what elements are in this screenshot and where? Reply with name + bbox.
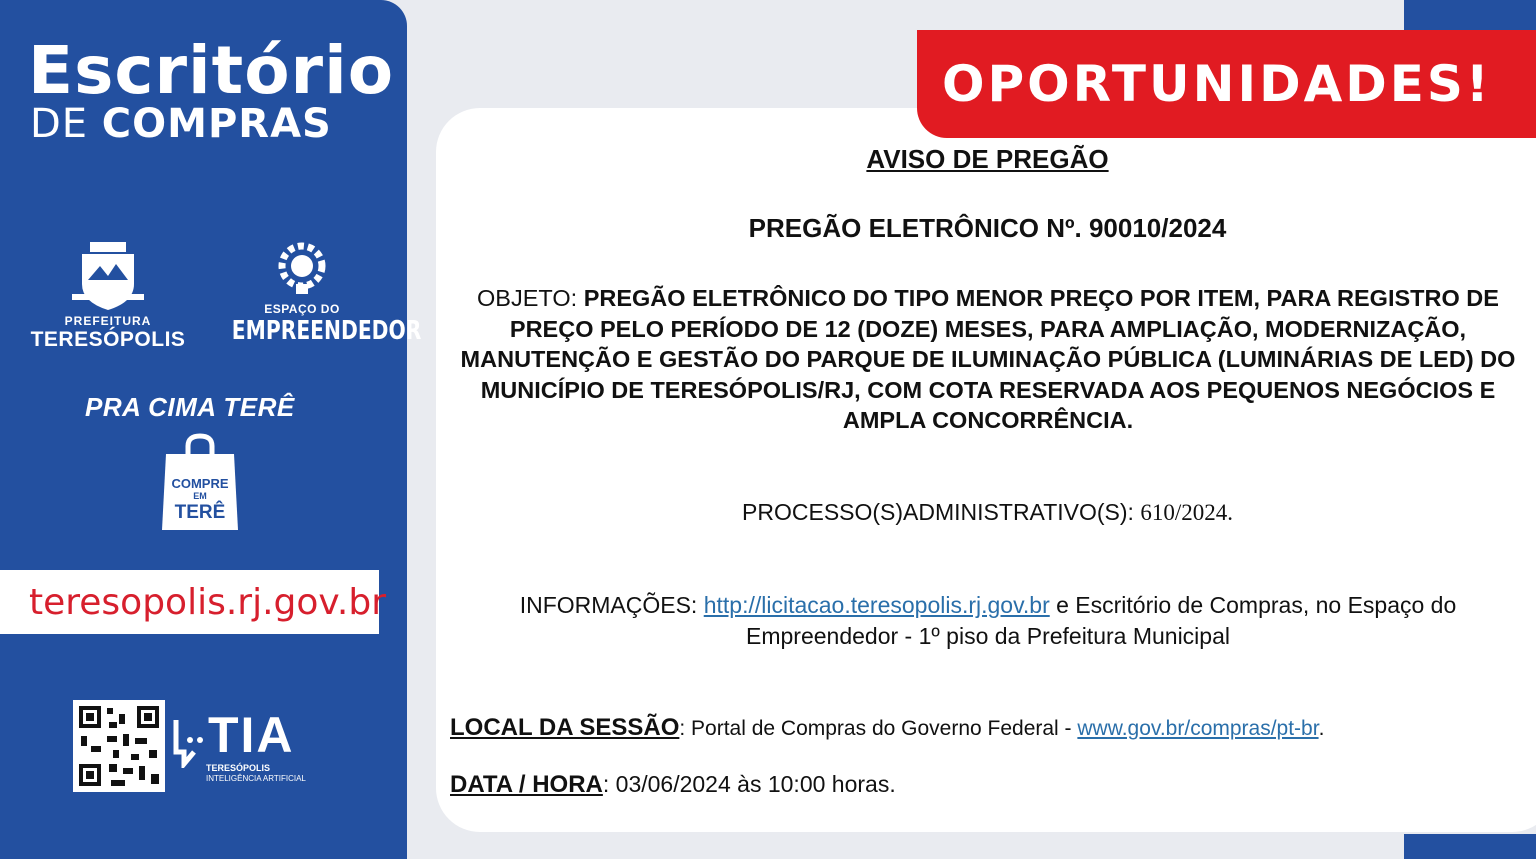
objeto-label: OBJETO:	[477, 285, 584, 311]
qr-code-icon	[73, 700, 165, 792]
espaco-label: ESPAÇO DO	[264, 302, 340, 316]
chat-bubble-icon	[172, 712, 208, 768]
corner-accent-bottom	[1404, 834, 1536, 859]
local-label: LOCAL DA SESSÃO	[450, 714, 680, 741]
info-rest: e Escritório de Compras, no Espaço do Empreendedor - 1º piso da Prefeitura Municipal	[746, 592, 1457, 649]
prefeitura-label: PREFEITURA	[64, 314, 152, 328]
local-text: : Portal de Compras do Governo Federal -	[679, 717, 1078, 740]
notice-heading: AVISO DE PREGÃO	[866, 144, 1109, 174]
data-label: DATA / HORA	[450, 771, 603, 798]
objeto-paragraph	[448, 283, 1528, 436]
qr-code[interactable]	[73, 700, 165, 792]
compre-em-tere-logo	[160, 432, 240, 537]
shopping-bag-icon	[160, 432, 240, 532]
objeto-text: PREGÃO ELETRÔNICO DO TIPO MENOR PREÇO POR ITEM, PARA REGISTRO DE PREÇO PELO PERÍODO DE 12 (DOZE) MESES, PARA AMPLIAÇÃO, MODERNIZAÇÃO, MANUTENÇÃO E GESTÃO DO PARQUE DE ILUMINAÇÃO PÚBLICA (LUMINÁRIAS DE LED) DO MUNICÍPIO DE TERESÓPOLIS/RJ, COM COTA RESERVADA AOS PEQUENOS NEGÓCIOS E AMPLA CONCORRÊNCIA.	[460, 285, 1516, 433]
licitacao-link[interactable]: http://licitacao.teresopolis.rj.gov.br	[703, 592, 1050, 618]
informacoes-paragraph	[448, 590, 1528, 652]
teresopolis-label: TERESÓPOLIS	[30, 328, 186, 351]
sidebar-panel	[0, 0, 422, 859]
tia-subtitle: TERESÓPOLIS	[206, 763, 271, 773]
pregao-number: PREGÃO ELETRÔNICO Nº. 90010/2024	[748, 213, 1227, 243]
data-hora-line	[450, 771, 896, 799]
brand-subtitle-prefix: DE	[30, 101, 89, 147]
pra-cima-tere-logo: PRA CIMA TERÊ	[85, 392, 295, 422]
empreendedor-label: EMPREENDEDOR	[231, 316, 422, 346]
brand-subtitle-main: COMPRAS	[101, 101, 332, 147]
local-sessao-line	[450, 714, 1324, 742]
tia-description: INTELIGÊNCIA ARTIFICIAL	[206, 774, 306, 783]
gear-lightbulb-icon	[274, 240, 330, 300]
compre-line2-text: EM	[193, 491, 207, 501]
compre-line1-text: COMPRE	[171, 476, 229, 491]
info-label: INFORMAÇÕES:	[519, 592, 704, 618]
prefeitura-logo	[28, 240, 188, 352]
banner-title: OPORTUNIDADES!	[942, 55, 1492, 113]
processo-label: PROCESSO(S)ADMINISTRATIVO(S):	[742, 499, 1141, 525]
processo-line	[440, 499, 1535, 526]
brand-title: Escritório	[28, 32, 395, 109]
compras-gov-link[interactable]: www.gov.br/compras/pt-br	[1077, 717, 1319, 740]
espaco-empreendedor-logo	[212, 240, 422, 346]
compre-line3-text: TERÊ	[174, 502, 226, 523]
website-link[interactable]: teresopolis.rj.gov.br	[29, 582, 387, 623]
brand-subtitle	[30, 101, 332, 147]
coat-of-arms-icon	[68, 240, 148, 312]
data-text: : 03/06/2024 às 10:00 horas.	[602, 771, 896, 797]
tia-title: TIA	[208, 707, 295, 763]
local-end: .	[1318, 717, 1325, 740]
processo-value: 610/2024.	[1140, 500, 1233, 525]
